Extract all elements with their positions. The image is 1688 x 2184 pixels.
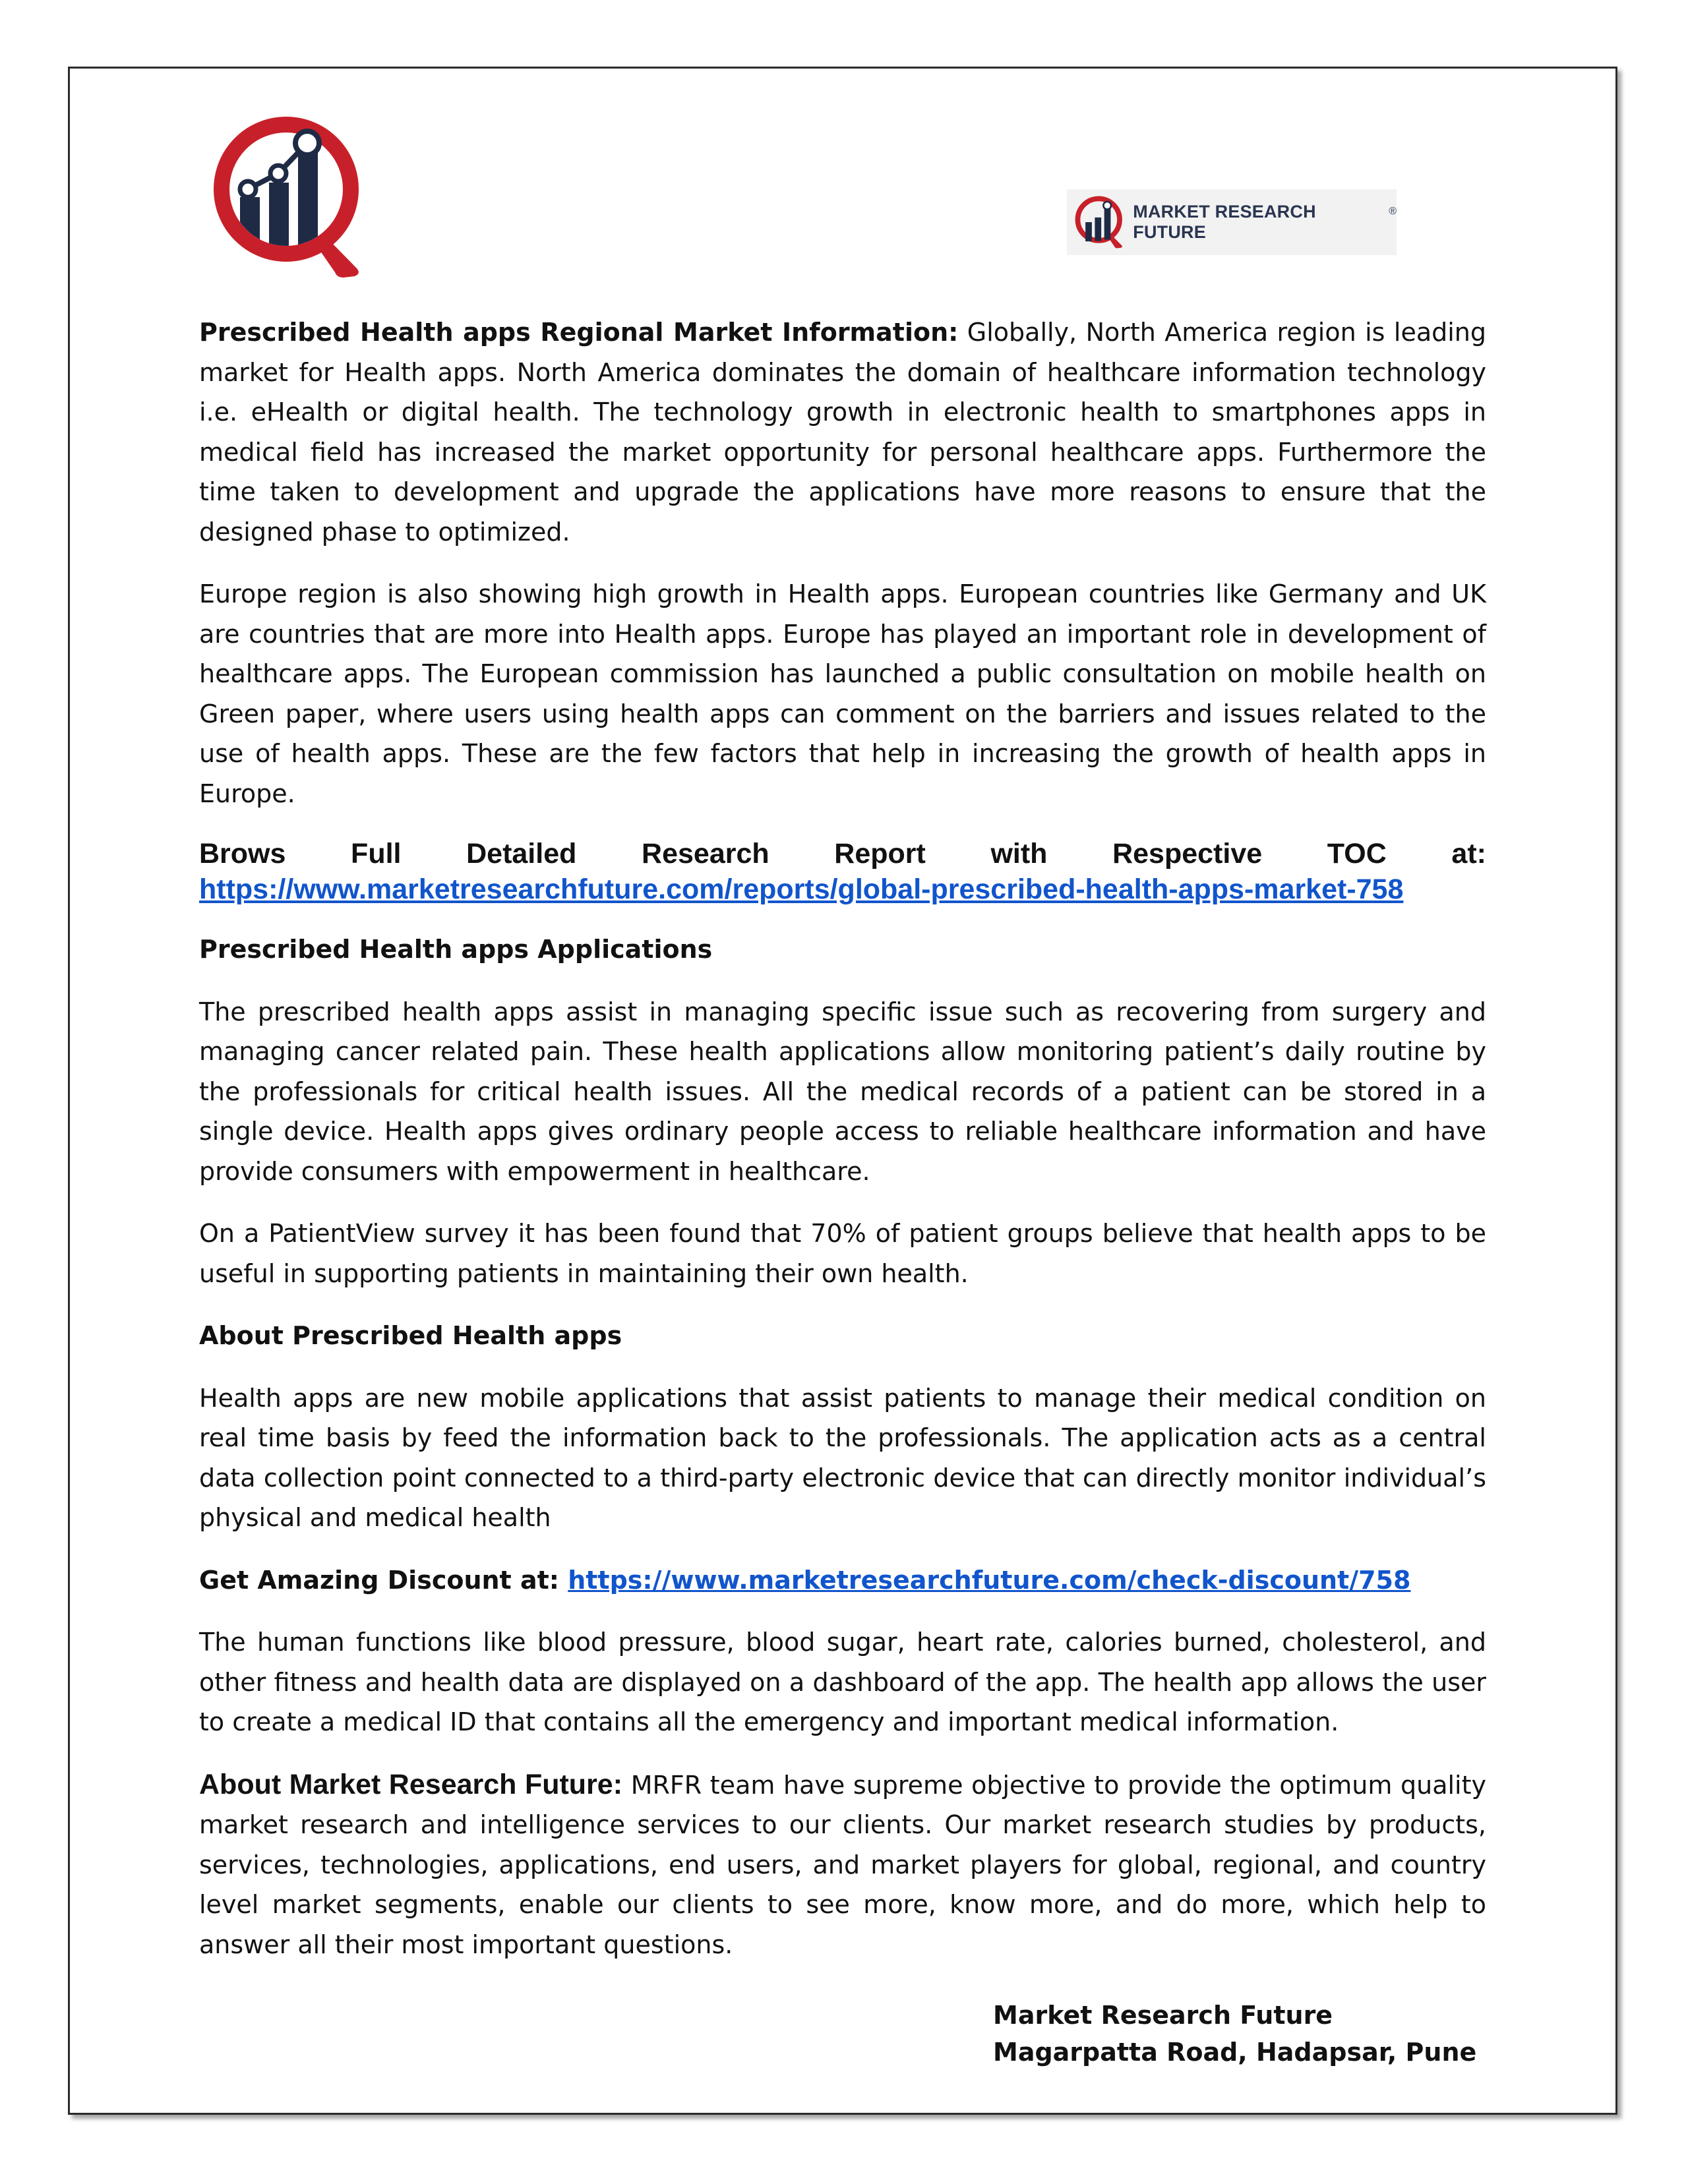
about-apps-paragraph: Health apps are new mobile applications that assist patients to manage their medical condition on real time basis by feed the information back to the professionals. The application acts as a central data collection point connected to a third-party electronic device that can directly monitor individual’s physical and medical health bbox=[199, 1383, 1486, 1532]
brows-word: Report bbox=[834, 838, 926, 870]
mrfr-brand-banner bbox=[1067, 189, 1397, 255]
applications-heading: Prescribed Health apps Applications bbox=[199, 935, 713, 964]
company-address: Magarpatta Road, Hadapsar, Pune bbox=[993, 2038, 1477, 2067]
about-mrfr-heading: About Market Research Future: bbox=[199, 1768, 623, 1800]
brows-word: Detailed bbox=[466, 838, 577, 870]
brows-word: Brows bbox=[199, 838, 286, 870]
regional-title: Prescribed Health apps Regional Market Information: bbox=[199, 318, 959, 347]
brows-word: TOC bbox=[1327, 838, 1387, 870]
regional-paragraph bbox=[199, 312, 1486, 552]
about-mrfr-paragraph bbox=[199, 1765, 1486, 1965]
document-page bbox=[68, 67, 1617, 2115]
brows-word: Full bbox=[351, 838, 402, 870]
about-mrfr-text: MRFR team have supreme objective to provide the optimum quality market research and intelligence services to our clients. Our market research studies by products, services, technologies, applications, end users, and market players for global, regional, and country level market segments, enable our clients to see more, know more, and do more, which help to answer all their most important questions. bbox=[199, 1770, 1486, 1959]
about-apps-heading: About Prescribed Health apps bbox=[199, 1321, 622, 1350]
registered-mark: ® bbox=[1389, 206, 1397, 217]
regional-text: Globally, North America region is leading market for Health apps. North America dominates the domain of healthcare information technology i.e. eHealth or digital health. The technology growth in electronic health to smartphones apps in medical field has increased the market opportunity for personal healthcare apps. Furthermore the time taken to development and upgrade the applications have more reasons to ensure that the designed phase to optimized. bbox=[199, 318, 1486, 546]
discount-line bbox=[199, 1560, 1486, 1601]
brows-word: with bbox=[990, 838, 1048, 870]
applications-paragraph: The prescribed health apps assist in managing specific issue such as recovering from surgery and managing cancer related pain. These health applications allow monitoring patient’s daily routine by the professionals for critical health issues. All the medical records of a patient can be stored in a single device. Health apps gives ordinary people access to reliable healthcare information and have provide consumers with empowerment in healthcare. bbox=[199, 997, 1486, 1186]
report-link-block bbox=[199, 836, 1486, 907]
mrfr-small-logo-icon bbox=[1073, 194, 1129, 251]
europe-paragraph: Europe region is also showing high growth in Health apps. European countries like Germany and UK are countries that are more into Health apps. Europe has played an important role in development of healthcare apps. The European commission has launched a public consultation on mobile health on Green paper, where users using health apps can comment on the barriers and issues related to the use of health apps. These are the few factors that help in increasing the growth of health apps in Europe. bbox=[199, 579, 1486, 808]
brows-word: Research bbox=[642, 838, 769, 870]
brows-heading bbox=[199, 836, 1486, 871]
discount-link[interactable]: https://www.marketresearchfuture.com/check-discount/758 bbox=[568, 1565, 1411, 1595]
brows-word: at: bbox=[1451, 838, 1486, 870]
brand-name: MARKET RESEARCH FUTURE bbox=[1133, 202, 1316, 242]
document-body bbox=[199, 312, 1486, 1987]
functions-paragraph: The human functions like blood pressure, blood sugar, heart rate, calories burned, cholesterol, and other fitness and health data are displayed on a dashboard of the app. The health app allows the user to create a medical ID that contains all the emergency and important medical information. bbox=[199, 1628, 1486, 1736]
company-name: Market Research Future bbox=[993, 2001, 1333, 2030]
address-block bbox=[993, 1997, 1476, 2071]
report-link[interactable]: https://www.marketresearchfuture.com/reports/global-prescribed-health-apps-market-758 bbox=[199, 873, 1404, 905]
brows-word: Respective bbox=[1112, 838, 1263, 870]
mrfr-logo-icon bbox=[208, 111, 380, 283]
discount-label: Get Amazing Discount at: bbox=[199, 1565, 568, 1595]
survey-paragraph: On a PatientView survey it has been found that 70% of patient groups believe that health apps to be useful in supporting patients in maintaining their own health. bbox=[199, 1219, 1486, 1288]
